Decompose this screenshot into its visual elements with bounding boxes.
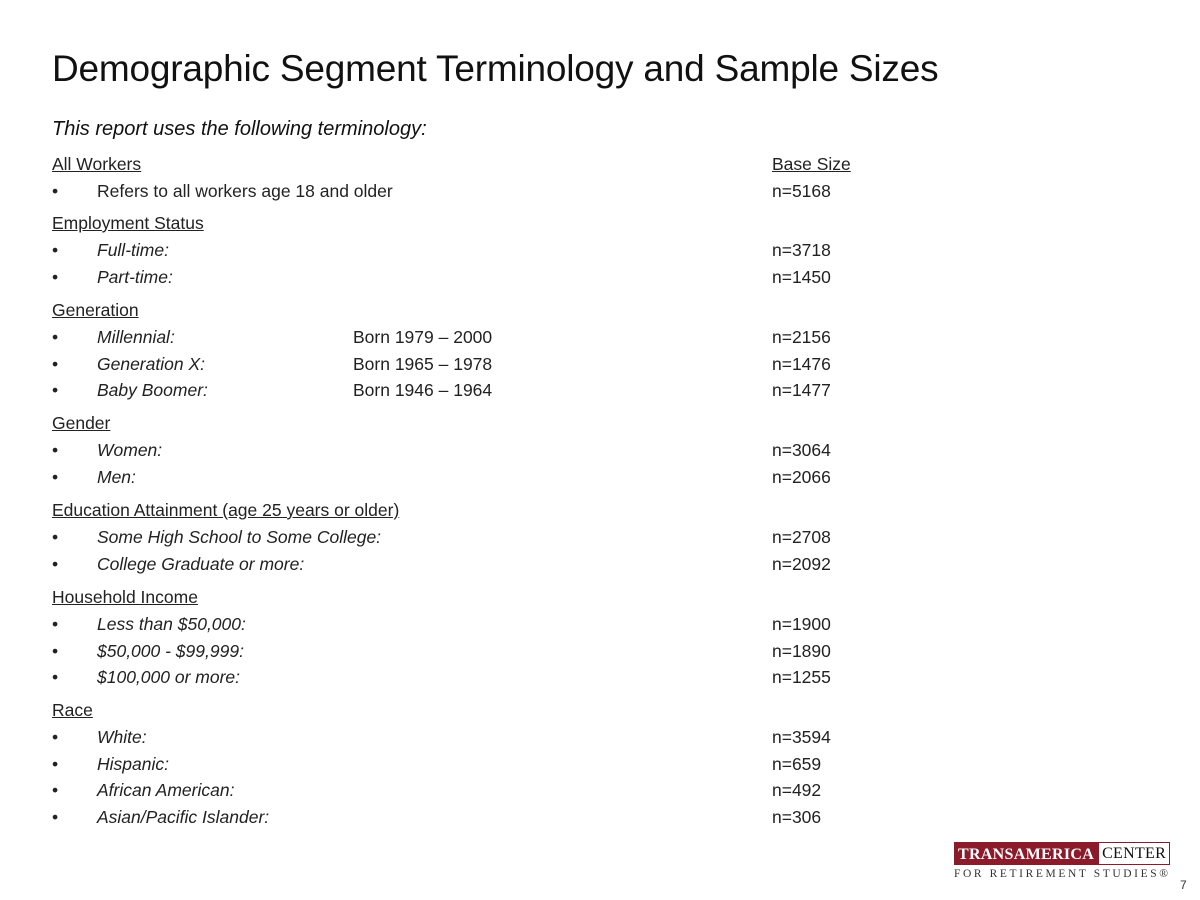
segment-row bbox=[0, 780, 1200, 804]
segment-label: $50,000 - $99,999: bbox=[97, 640, 244, 661]
bullet-icon: • bbox=[52, 440, 59, 460]
segment-label: African American: bbox=[97, 780, 235, 801]
sample-size: n=1255 bbox=[772, 667, 831, 688]
sample-size: n=3064 bbox=[772, 440, 831, 460]
segment-row bbox=[0, 240, 1200, 264]
section-heading: Gender bbox=[52, 413, 111, 433]
segment-label: College Graduate or more: bbox=[97, 553, 305, 574]
segment-row bbox=[0, 267, 1200, 291]
segment-row bbox=[0, 554, 1200, 578]
segment-row bbox=[0, 727, 1200, 751]
sample-size: n=2708 bbox=[772, 527, 831, 547]
segment-label: Baby Boomer: bbox=[97, 380, 208, 401]
sample-size: n=2092 bbox=[772, 553, 831, 574]
segment-label: Refers to all workers age 18 and older bbox=[97, 181, 393, 201]
sample-size: n=306 bbox=[772, 807, 822, 828]
logo-brand: TRANSAMERICA bbox=[954, 842, 1098, 865]
sample-size: n=1890 bbox=[772, 640, 831, 661]
segment-row bbox=[0, 354, 1200, 378]
sample-size: n=1477 bbox=[772, 380, 831, 401]
page-title: Demographic Segment Terminology and Sample Sizes bbox=[52, 48, 939, 89]
birth-range: Born 1946 – 1964 bbox=[353, 380, 493, 401]
segment-label: Millennial: bbox=[97, 327, 175, 347]
segment-row bbox=[0, 380, 1200, 404]
sample-size: n=492 bbox=[772, 780, 822, 801]
segment-row bbox=[0, 807, 1200, 831]
section-heading: All Workers bbox=[52, 154, 142, 174]
bullet-icon: • bbox=[52, 807, 59, 828]
sample-size: n=1450 bbox=[772, 266, 831, 287]
logo-center: CENTER bbox=[1098, 842, 1170, 865]
bullet-icon: • bbox=[52, 327, 59, 347]
bullet-icon: • bbox=[52, 780, 59, 801]
bullet-icon: • bbox=[52, 240, 59, 260]
sample-size: n=5168 bbox=[772, 181, 831, 201]
segment-row bbox=[0, 641, 1200, 665]
segment-row bbox=[0, 440, 1200, 464]
segment-label: $100,000 or more: bbox=[97, 667, 241, 688]
page-number: 7 bbox=[1180, 878, 1187, 892]
bullet-icon: • bbox=[52, 380, 59, 401]
segment-label: Part-time: bbox=[97, 266, 173, 287]
bullet-icon: • bbox=[52, 266, 59, 287]
sample-size: n=3594 bbox=[772, 727, 831, 747]
section-heading: Education Attainment (age 25 years or older) bbox=[52, 500, 400, 520]
segment-label: Asian/Pacific Islander: bbox=[97, 807, 270, 828]
section-heading: Race bbox=[52, 700, 93, 720]
segment-label: Generation X: bbox=[97, 353, 205, 374]
bullet-icon: • bbox=[52, 640, 59, 661]
sample-size: n=2156 bbox=[772, 327, 831, 347]
sample-size: n=659 bbox=[772, 753, 822, 774]
subtitle: This report uses the following terminology: bbox=[52, 118, 427, 140]
birth-range: Born 1965 – 1978 bbox=[353, 353, 493, 374]
sample-size: n=1900 bbox=[772, 614, 831, 634]
segment-label: Less than $50,000: bbox=[97, 614, 246, 634]
section-heading: Generation bbox=[52, 300, 139, 320]
segment-row bbox=[0, 467, 1200, 491]
bullet-icon: • bbox=[52, 353, 59, 374]
segment-row bbox=[0, 667, 1200, 691]
sample-size: n=1476 bbox=[772, 353, 831, 374]
segment-row bbox=[0, 327, 1200, 351]
birth-range: Born 1979 – 2000 bbox=[353, 327, 493, 347]
segment-label: Hispanic: bbox=[97, 753, 169, 774]
sample-size: n=2066 bbox=[772, 466, 831, 487]
bullet-icon: • bbox=[52, 181, 59, 201]
segment-row bbox=[0, 614, 1200, 638]
bullet-icon: • bbox=[52, 667, 59, 688]
segment-row bbox=[0, 181, 1200, 205]
segment-row bbox=[0, 527, 1200, 551]
bullet-icon: • bbox=[52, 527, 59, 547]
segment-row bbox=[0, 754, 1200, 778]
bullet-icon: • bbox=[52, 466, 59, 487]
segment-label: Women: bbox=[97, 440, 163, 460]
segment-label: Some High School to Some College: bbox=[97, 527, 382, 547]
base-size-header: Base Size bbox=[772, 154, 851, 174]
sample-size: n=3718 bbox=[772, 240, 831, 260]
bullet-icon: • bbox=[52, 553, 59, 574]
section-heading: Household Income bbox=[52, 587, 198, 607]
section-heading: Employment Status bbox=[52, 213, 204, 233]
bullet-icon: • bbox=[52, 727, 59, 747]
segment-label: Full-time: bbox=[97, 240, 169, 260]
segment-label: Men: bbox=[97, 466, 136, 487]
bullet-icon: • bbox=[52, 753, 59, 774]
bullet-icon: • bbox=[52, 614, 59, 634]
transamerica-logo bbox=[954, 842, 1171, 882]
logo-tagline: FOR RETIREMENT STUDIES® bbox=[954, 868, 1171, 880]
segment-label: White: bbox=[97, 727, 147, 747]
